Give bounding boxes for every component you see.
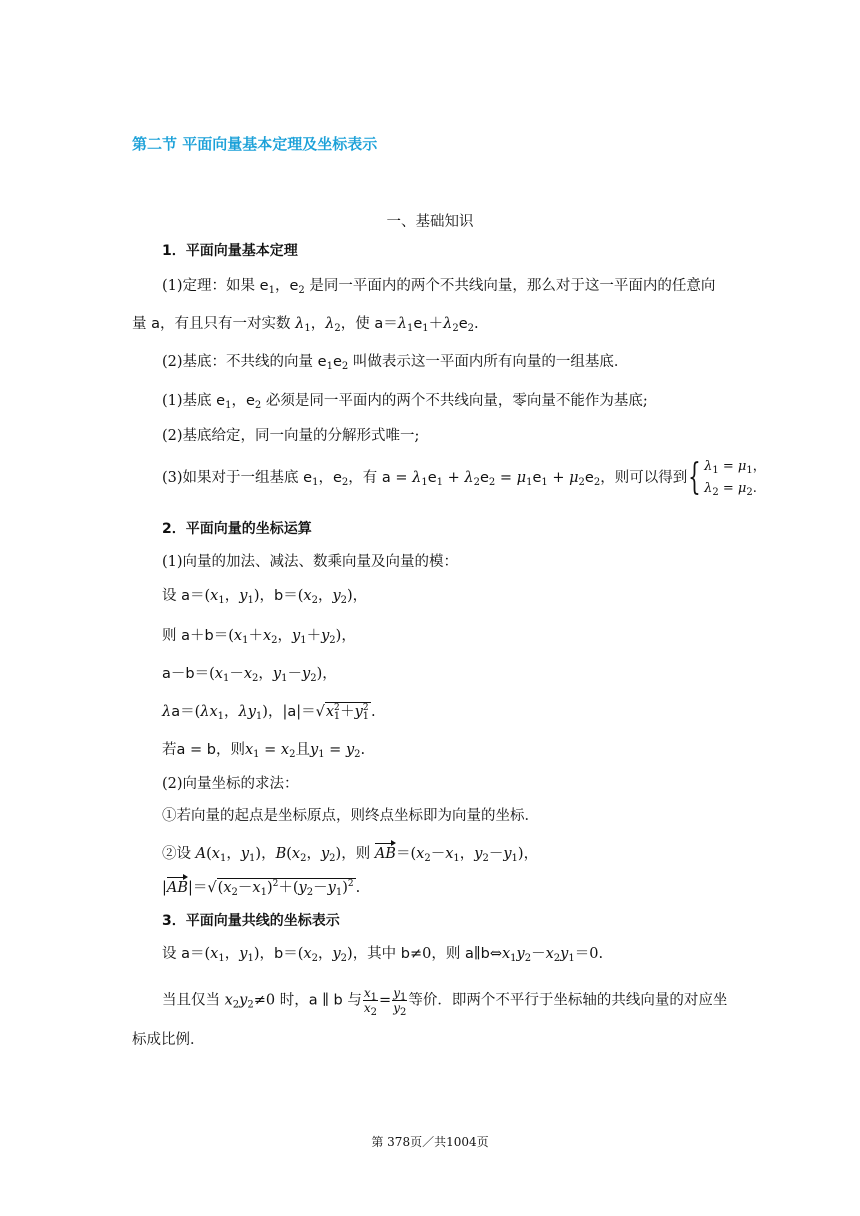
page-footer: 第 378页／共1004页 (371, 1135, 489, 1149)
equation-system: $\lambda_1 = \mu_1$， $\lambda_2 = \mu_2$. (704, 459, 766, 498)
proportion-statement-cont: 标成比例． (132, 1032, 205, 1048)
part-heading: 一、基础知识 (386, 214, 474, 230)
formula-set: 设 $a=(x_1$，$y_1$)，$b=(x_2$，$y_2$)， (162, 588, 368, 606)
theorem-line-1: (1)定理：如果 $e_1$，$e_2$ 是同一平面内的两个不共线向量，那么对于这一平面内的任意向 (162, 278, 716, 296)
note-2: (2)基底给定，同一向量的分解形式唯一; (162, 428, 420, 444)
vector-modulus-formula: $|AB|=√(x_2-x_1)^2+(y_2-y_1)^2$ . (162, 879, 361, 898)
proportion-statement: 当且仅当 $x_2y_2\ne 0$ 时，a ∥ b 与 $\frac{x_1}{x_2}$ = $\frac{y_1}{y_2}$ 等价．即两个不平行于坐标轴的共线向量的对应坐 (162, 986, 728, 1018)
formula-scalar-modulus: $\lambda a=(\lambda x_1$，$\lambda y_1$)，$|a|=√x^2_1+y^2_1$ . (162, 703, 376, 722)
note-1: (1)基底 $e_1$，$e_2$ 必须是同一平面内的两个不共线向量，零向量不能作为基底; (162, 393, 648, 411)
note-3: (3)如果对于一组基底 $e_1$，$e_2$，有 $a = \lambda_1e_1 + \lambda_2e_2 = \mu_1e_1 + \mu_2e_2$，则可以得到{ $\lambda_1 = \mu_1$， $\lambda_2 = \mu_2$. (162, 457, 766, 498)
basis-definition: (2)基底：不共线的向量 $e_1e_2$ 叫做表示这一平面内所有向量的一组基底． (162, 354, 629, 372)
coord-rule-2: ②设 $A(x_1$，$y_1$)，$B(x_2$，$y_2$)，则 $AB=(x_2-x_1$，$y_2-y_1$)， (162, 846, 539, 864)
formula-equality: 若a = b，则$x_1 = x_2$且$y_1 = y_2$. (162, 742, 366, 760)
heading-1: 1．平面向量基本定理 (162, 243, 298, 259)
theorem-line-2: 量 a，有且只有一对实数 $\lambda_1$，$\lambda_2$，使 $a=\lambda_1e_1+\lambda_2e_2$. (132, 316, 479, 334)
formula-diff: $a-b=(x_1-x_2$，$y_1-y_2$)， (162, 666, 337, 684)
fraction-x: $\frac{x_1}{x_2}$ (363, 986, 378, 1018)
ops-intro: (1)向量的加法、减法、数乘向量及向量的模： (162, 554, 459, 570)
coord-rule-1: ①若向量的起点是坐标原点，则终点坐标即为向量的坐标． (162, 808, 539, 824)
heading-3: 3．平面向量共线的坐标表示 (162, 913, 340, 929)
formula-sum: 则 $a+b=(x_1+x_2$，$y_1+y_2$)， (162, 628, 356, 646)
heading-2: 2．平面向量的坐标运算 (162, 521, 312, 537)
left-brace: { (688, 457, 701, 498)
collinear-condition: 设 $a=(x_1$，$y_1$)，$b=(x_2$，$y_2$)，其中 b≠0，则 $a\parallel b\Leftrightarrow x_1y_2-x_2y_1=0$. (162, 946, 604, 964)
coord-intro: (2)向量坐标的求法： (162, 776, 299, 792)
section-title: 第二节 平面向量基本定理及坐标表示 (132, 135, 378, 153)
fraction-y: $\frac{y_1}{y_2}$ (393, 986, 407, 1018)
